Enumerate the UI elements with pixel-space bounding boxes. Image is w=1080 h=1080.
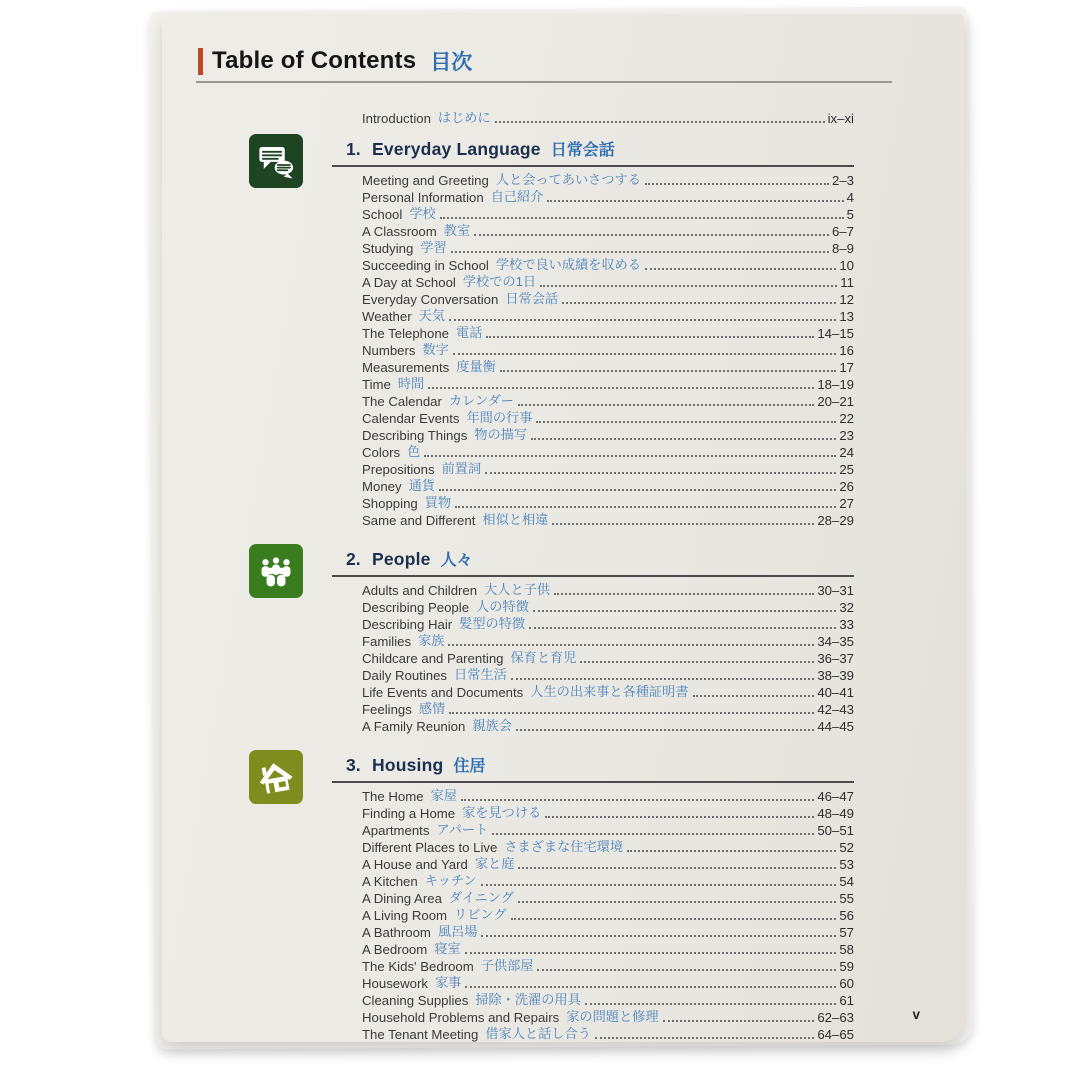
entry-pages: 50–51 — [817, 823, 854, 838]
dot-leader — [518, 901, 837, 903]
entry-title-en: Personal Information — [362, 190, 484, 205]
entry-title-jp: 通貨 — [408, 478, 435, 493]
toc-section — [346, 137, 854, 528]
entry-pages: 24 — [839, 445, 854, 460]
section-number: 3. — [346, 755, 361, 775]
dot-leader — [474, 234, 829, 236]
entry-title-jp: アパート — [436, 822, 489, 837]
entry-pages: 44–45 — [817, 719, 854, 734]
entry-pages: 59 — [839, 959, 854, 974]
entry-pages: 58 — [839, 942, 854, 957]
toc-entry — [362, 341, 854, 358]
dot-leader — [465, 986, 836, 988]
toc-entry — [362, 700, 854, 717]
entry-title-jp: 借家人と話し合う — [485, 1026, 591, 1041]
dot-leader — [481, 884, 837, 886]
entry-pages: 26 — [839, 479, 854, 494]
entry-title-jp: 相似と相違 — [482, 512, 549, 527]
dot-leader — [562, 302, 836, 304]
toc-entry — [362, 838, 854, 855]
entry-pages: 16 — [839, 343, 854, 358]
entry-title-en: Finding a Home — [362, 806, 456, 821]
entry-title-jp: 色 — [407, 444, 421, 459]
entry-pages: 64–65 — [817, 1027, 854, 1042]
dot-leader — [455, 506, 836, 508]
entry-title-jp: 髪型の特徴 — [459, 616, 526, 631]
dot-leader — [448, 644, 814, 646]
entry-pages: 32 — [839, 600, 854, 615]
entry-title-jp: 前置詞 — [441, 461, 482, 476]
entry-title-en: The Telephone — [362, 326, 450, 341]
entry-title-en: A Dining Area — [362, 891, 442, 906]
entry-title-en: Feelings — [362, 702, 412, 717]
page-title-en: Table of Contents — [212, 47, 417, 74]
entry-title-en: Shopping — [362, 496, 418, 511]
entry-title-en: Describing Hair — [362, 617, 453, 632]
page-title — [198, 46, 964, 76]
dot-leader — [453, 353, 836, 355]
footer-page-number: v — [912, 1007, 920, 1022]
section-title-jp: 住居 — [453, 758, 486, 775]
toc-entry — [362, 787, 854, 804]
section-header — [332, 137, 854, 167]
entry-title-en: A Bathroom — [362, 925, 431, 940]
dot-leader — [495, 121, 825, 123]
entry-pages: 57 — [839, 925, 854, 940]
entry-title-jp: はじめに — [437, 110, 491, 125]
entry-pages: 18–19 — [817, 377, 854, 392]
toc-entry — [362, 717, 854, 734]
dot-leader — [536, 421, 836, 423]
toc-entry-introduction — [362, 109, 854, 126]
entry-pages: 11 — [840, 275, 854, 290]
entry-title-en: Everyday Conversation — [362, 292, 499, 307]
entry-title-en: The Home — [362, 789, 424, 804]
toc-content — [346, 109, 854, 1042]
entry-title-jp: 日常会話 — [505, 291, 559, 306]
entry-pages: ix–xi — [827, 111, 854, 126]
entry-title-en: The Kids' Bedroom — [362, 959, 474, 974]
dot-leader — [595, 1037, 815, 1039]
entry-title-jp: 人の特徴 — [476, 599, 529, 614]
entry-title-jp: 数字 — [422, 342, 449, 357]
entry-title-en: The Calendar — [362, 394, 442, 409]
entry-pages: 12 — [839, 292, 854, 307]
toc-entry — [362, 940, 854, 957]
dot-leader — [540, 285, 837, 287]
toc-entry — [362, 906, 854, 923]
toc-entry — [362, 460, 854, 477]
dot-leader — [518, 867, 836, 869]
dot-leader — [580, 661, 814, 663]
entry-title-jp: 学校で良い成績を収める — [495, 257, 641, 272]
dot-leader — [449, 319, 836, 321]
dot-leader — [645, 268, 836, 270]
toc-entry — [362, 1008, 854, 1025]
entry-pages: 48–49 — [817, 806, 854, 821]
entry-pages: 42–43 — [817, 702, 854, 717]
entry-title-en: Succeeding in School — [362, 258, 489, 273]
entry-pages: 62–63 — [817, 1010, 854, 1025]
toc-entry — [362, 256, 854, 273]
entry-title-en: Apartments — [362, 823, 430, 838]
dot-leader — [500, 370, 837, 372]
entry-pages: 33 — [839, 617, 854, 632]
entry-pages: 36–37 — [817, 651, 854, 666]
entry-pages: 13 — [839, 309, 854, 324]
entry-pages: 17 — [839, 360, 854, 375]
dot-leader — [529, 627, 836, 629]
entry-title-jp: 風呂場 — [437, 924, 478, 939]
entry-title-en: A Family Reunion — [362, 719, 466, 734]
entry-title-en: A House and Yard — [362, 857, 468, 872]
toc-entry — [362, 649, 854, 666]
dot-leader — [552, 523, 814, 525]
toc-entry — [362, 409, 854, 426]
entry-title-en: Meeting and Greeting — [362, 173, 489, 188]
entry-title-jp: キッチン — [424, 873, 477, 888]
toc-entry — [362, 889, 854, 906]
entry-title-jp: 買物 — [424, 495, 452, 510]
dot-leader — [465, 952, 837, 954]
entry-title-en: A Classroom — [362, 224, 437, 239]
entry-title-jp: 寝室 — [434, 941, 461, 956]
dot-leader — [537, 969, 836, 971]
dot-leader — [492, 833, 814, 835]
entry-pages: 61 — [839, 993, 854, 1008]
entry-pages: 14–15 — [817, 326, 854, 341]
entry-title-en: Measurements — [362, 360, 450, 375]
dot-leader — [440, 217, 844, 219]
dot-leader — [451, 251, 829, 253]
dot-leader — [439, 489, 836, 491]
dot-leader — [461, 799, 814, 801]
entry-title-jp: 家屋 — [430, 788, 457, 803]
dot-leader — [547, 200, 843, 202]
entry-pages: 30–31 — [817, 583, 854, 598]
entry-pages: 22 — [839, 411, 854, 426]
entry-title-en: Prepositions — [362, 462, 435, 477]
toc-entry — [362, 375, 854, 392]
entry-title-jp: カレンダー — [448, 393, 514, 408]
dot-leader — [481, 935, 836, 937]
entry-title-en: Describing Things — [362, 428, 468, 443]
entry-title-en: Same and Different — [362, 513, 476, 528]
section-entries — [362, 171, 854, 528]
people-icon — [249, 544, 303, 598]
entry-title-jp: 家事 — [434, 975, 462, 990]
entry-title-jp: 家を見つける — [462, 805, 542, 820]
toc-entry — [362, 872, 854, 889]
house-icon — [249, 750, 303, 804]
entry-title-jp: 電話 — [456, 325, 483, 340]
toc-section — [346, 753, 854, 1042]
entry-title-jp: 天気 — [418, 308, 445, 323]
toc-entry — [362, 392, 854, 409]
dot-leader — [518, 404, 814, 406]
entry-title-en: Housework — [362, 976, 428, 991]
entry-title-en: School — [362, 207, 403, 222]
dot-leader — [645, 183, 829, 185]
toc-page — [162, 14, 964, 1042]
section-number: 2. — [346, 549, 361, 569]
toc-entry — [362, 581, 854, 598]
entry-pages: 27 — [839, 496, 854, 511]
entry-title-jp: 学習 — [420, 240, 447, 255]
entry-title-en: Adults and Children — [362, 583, 478, 598]
toc-entry — [362, 358, 854, 375]
entry-pages: 60 — [839, 976, 854, 991]
entry-title-en: Numbers — [362, 343, 416, 358]
dot-leader — [485, 472, 836, 474]
entry-title-jp: 大人と子供 — [484, 582, 551, 597]
entry-title-en: A Living Room — [362, 908, 448, 923]
dot-leader — [516, 729, 814, 731]
entry-pages: 40–41 — [817, 685, 854, 700]
entry-pages: 5 — [846, 207, 854, 222]
dot-leader — [585, 1003, 837, 1005]
section-entries — [362, 787, 854, 1042]
toc-entry — [362, 511, 854, 528]
entry-title-en: Families — [362, 634, 412, 649]
entry-title-jp: 物の描写 — [474, 427, 528, 442]
entry-pages: 28–29 — [817, 513, 854, 528]
dot-leader — [486, 336, 814, 338]
entry-title-jp: 親族会 — [472, 718, 512, 733]
toc-entry — [362, 443, 854, 460]
entry-pages: 8–9 — [831, 241, 854, 256]
section-title-en: Housing — [372, 755, 444, 775]
entry-title-en: Time — [362, 377, 391, 392]
entry-pages: 2–3 — [831, 173, 854, 188]
entry-title-jp: 家族 — [418, 633, 445, 648]
entry-title-jp: 自己紹介 — [490, 189, 544, 204]
entry-pages: 23 — [839, 428, 854, 443]
page-title-jp: 目次 — [430, 51, 473, 74]
section-header — [332, 753, 854, 783]
section-title-en: People — [372, 549, 431, 569]
entry-title-jp: リビング — [454, 907, 507, 922]
entry-title-jp: 子供部屋 — [480, 958, 534, 973]
section-title-en: Everyday Language — [372, 139, 541, 159]
sections — [346, 137, 854, 1042]
entry-title-en: Daily Routines — [362, 668, 448, 683]
entry-title-jp: 保育と育児 — [510, 650, 577, 665]
toc-entry — [362, 1025, 854, 1042]
entry-title-en: A Day at School — [362, 275, 456, 290]
toc-entry — [362, 494, 854, 511]
entry-pages: 55 — [839, 891, 854, 906]
entry-pages: 54 — [839, 874, 854, 889]
toc-entry — [362, 273, 854, 290]
section-number: 1. — [346, 139, 361, 159]
entry-title-en: Household Problems and Repairs — [362, 1010, 560, 1025]
entry-pages: 52 — [839, 840, 854, 855]
title-accent-bar — [198, 48, 203, 75]
entry-pages: 25 — [839, 462, 854, 477]
entry-title-en: Studying — [362, 241, 414, 256]
entry-pages: 6–7 — [831, 224, 854, 239]
dot-leader — [511, 678, 815, 680]
entry-title-jp: 家の問題と修理 — [566, 1009, 659, 1024]
dot-leader — [554, 593, 814, 595]
dot-leader — [449, 712, 814, 714]
entry-title-jp: 人と会ってあいさつする — [495, 172, 641, 187]
entry-title-en: A Bedroom — [362, 942, 428, 957]
entry-title-jp: 学校での1日 — [462, 274, 537, 289]
entry-title-en: Colors — [362, 445, 401, 460]
entry-pages: 53 — [839, 857, 854, 872]
entry-title-jp: 度量衡 — [456, 359, 496, 374]
entry-title-en: Weather — [362, 309, 412, 324]
entry-title-en: The Tenant Meeting — [362, 1027, 479, 1042]
title-underline — [196, 81, 892, 83]
entry-pages: 46–47 — [817, 789, 854, 804]
toc-section — [346, 547, 854, 734]
entry-title-jp: 家と庭 — [474, 856, 515, 871]
entry-title-jp: 教室 — [443, 223, 471, 238]
entry-title-en: Calendar Events — [362, 411, 460, 426]
dot-leader — [627, 850, 836, 852]
entry-title-jp: 学校 — [409, 206, 436, 221]
dot-leader — [424, 455, 836, 457]
entry-title-jp: 掃除・洗濯の用具 — [475, 992, 581, 1007]
toc-entry — [362, 974, 854, 991]
entry-title-en: Describing People — [362, 600, 470, 615]
dot-leader — [531, 438, 836, 440]
section-entries — [362, 581, 854, 734]
entry-title-jp: 日常生活 — [454, 667, 507, 682]
entry-title-en: Different Places to Live — [362, 840, 498, 855]
entry-title-jp: さまざまな住宅環境 — [504, 839, 624, 854]
dot-leader — [545, 816, 814, 818]
entry-pages: 38–39 — [817, 668, 854, 683]
entry-title-en: Cleaning Supplies — [362, 993, 469, 1008]
dot-leader — [428, 387, 814, 389]
entry-title-jp: 人生の出来事と各種証明書 — [530, 684, 689, 699]
toc-entry — [362, 188, 854, 205]
section-title-jp: 人々 — [440, 552, 473, 569]
dot-leader — [511, 918, 837, 920]
dot-leader — [663, 1020, 815, 1022]
toc-entry — [362, 632, 854, 649]
entry-title-en: Money — [362, 479, 402, 494]
toc-entry — [362, 307, 854, 324]
entry-pages: 34–35 — [817, 634, 854, 649]
entry-title-jp: ダイニング — [448, 890, 514, 905]
entry-title-jp: 年間の行事 — [466, 410, 533, 425]
section-title-jp: 日常会話 — [550, 142, 615, 159]
entry-title-jp: 感情 — [418, 701, 446, 716]
entry-title-en: Childcare and Parenting — [362, 651, 504, 666]
toc-entry — [362, 598, 854, 615]
entry-title-en: Life Events and Documents — [362, 685, 524, 700]
dot-leader — [693, 695, 815, 697]
toc-entry — [362, 205, 854, 222]
entry-title-en: A Kitchen — [362, 874, 418, 889]
toc-entry — [362, 426, 854, 443]
entry-title-en: Introduction — [362, 111, 431, 126]
entry-pages: 4 — [846, 190, 854, 205]
entry-pages: 56 — [839, 908, 854, 923]
toc-entry — [362, 171, 854, 188]
entry-pages: 20–21 — [817, 394, 854, 409]
speech-bubbles-icon — [249, 134, 303, 188]
entry-pages: 10 — [839, 258, 854, 273]
dot-leader — [533, 610, 837, 612]
entry-title-jp: 時間 — [397, 376, 425, 391]
section-header — [332, 547, 854, 577]
